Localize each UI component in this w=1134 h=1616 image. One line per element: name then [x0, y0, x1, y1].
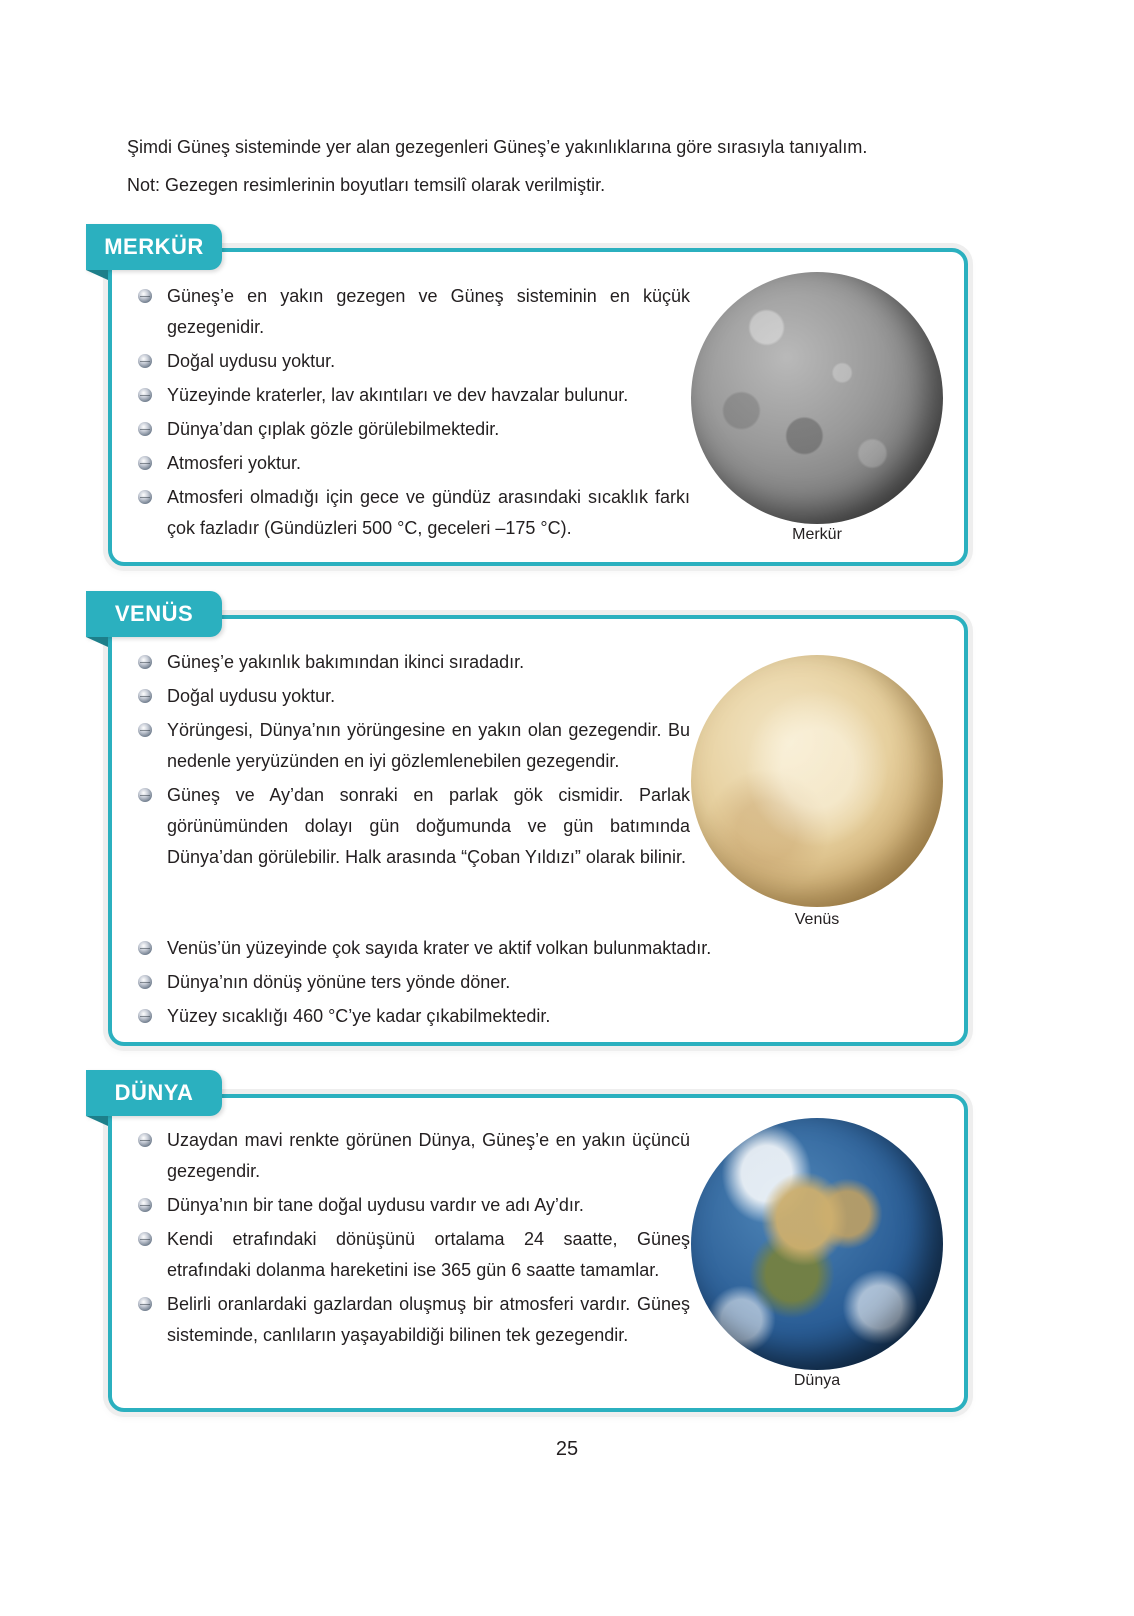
bullet-icon — [138, 490, 152, 504]
intro-note: Not: Gezegen resimlerinin boyutları temsilî olarak verilmiştir. — [127, 175, 606, 195]
list-item: Uzaydan mavi renkte görünen Dünya, Güneş’e en yakın üçüncü gezegendir. — [138, 1125, 690, 1187]
intro-text: Şimdi Güneş sisteminde yer alan gezegenleri Güneş’e yakınlıklarına göre sırasıyla tanıyalım. — [127, 137, 868, 157]
list-item: Dünya’dan çıplak gözle görülebilmektedir. — [138, 414, 690, 445]
bullet-icon — [138, 1297, 152, 1311]
bullet-icon — [138, 422, 152, 436]
list-item: Doğal uydusu yoktur. — [138, 346, 690, 377]
bullet-icon — [138, 655, 152, 669]
planet-caption: Venüs — [794, 911, 840, 928]
bullet-icon — [138, 289, 152, 303]
list-item: Kendi etrafındaki dönüşünü ortalama 24 saatte, Güneş etrafındaki dolanma hareketini ise 365 gün 6 saatte tamamlar. — [138, 1224, 690, 1286]
earth-planet-image — [691, 1118, 943, 1370]
fact-list — [138, 1125, 690, 1354]
bullet-icon — [138, 1232, 152, 1246]
section-merkur — [86, 224, 990, 566]
fact-list — [138, 647, 690, 876]
section-title: VENÜS — [86, 591, 222, 637]
list-item: Venüs’ün yüzeyinde çok sayıda krater ve aktif volkan bulunmaktadır. — [138, 933, 838, 964]
list-item: Yüzey sıcaklığı 460 °C’ye kadar çıkabilmektedir. — [138, 1001, 838, 1032]
section-title: MERKÜR — [86, 224, 222, 270]
list-item: Belirli oranlardaki gazlardan oluşmuş bir atmosferi vardır. Güneş sisteminde, canlıların yaşayabildiği bilinen tek gezegendir. — [138, 1289, 690, 1351]
list-item: Atmosferi olmadığı için gece ve gündüz arasındaki sıcaklık farkı çok fazladır (Gündüzleri 500 °C, geceleri –175 °C). — [138, 482, 690, 544]
bullet-icon — [138, 723, 152, 737]
bullet-icon — [138, 975, 152, 989]
section-title: DÜNYA — [86, 1070, 222, 1116]
list-item: Doğal uydusu yoktur. — [138, 681, 690, 712]
list-item: Güneş’e en yakın gezegen ve Güneş sisteminin en küçük gezegenidir. — [138, 281, 690, 343]
page-number: 25 — [555, 1438, 579, 1460]
fact-list — [138, 281, 690, 547]
venus-planet-image — [691, 655, 943, 907]
list-item: Güneş ve Ay’dan sonraki en parlak gök cismidir. Parlak görünümünden dolayı gün doğumunda ve gün batımında Dünya’dan görülebilir. Halk arasında “Çoban Yıldızı” olarak bilinir. — [138, 780, 690, 873]
list-item: Dünya’nın bir tane doğal uydusu vardır ve adı Ay’dır. — [138, 1190, 690, 1221]
mercury-planet-image — [691, 272, 943, 524]
bullet-icon — [138, 1198, 152, 1212]
bullet-icon — [138, 689, 152, 703]
bullet-icon — [138, 941, 152, 955]
list-item: Atmosferi yoktur. — [138, 448, 690, 479]
section-venus — [86, 591, 990, 1046]
bullet-icon — [138, 1009, 152, 1023]
section-dunya — [86, 1070, 990, 1412]
bullet-icon — [138, 354, 152, 368]
list-item: Yüzeyinde kraterler, lav akıntıları ve dev havzalar bulunur. — [138, 380, 690, 411]
planet-caption: Dünya — [793, 1372, 841, 1389]
bullet-icon — [138, 788, 152, 802]
bullet-icon — [138, 1133, 152, 1147]
bullet-icon — [138, 388, 152, 402]
bullet-icon — [138, 456, 152, 470]
fact-list-continued — [138, 933, 838, 1035]
list-item: Güneş’e yakınlık bakımından ikinci sıradadır. — [138, 647, 690, 678]
planet-caption: Merkür — [792, 526, 842, 543]
list-item: Dünya’nın dönüş yönüne ters yönde döner. — [138, 967, 838, 998]
list-item: Yörüngesi, Dünya’nın yörüngesine en yakın olan gezegendir. Bu nedenle yeryüzünden en iyi gözlemlenebilen gezegendir. — [138, 715, 690, 777]
